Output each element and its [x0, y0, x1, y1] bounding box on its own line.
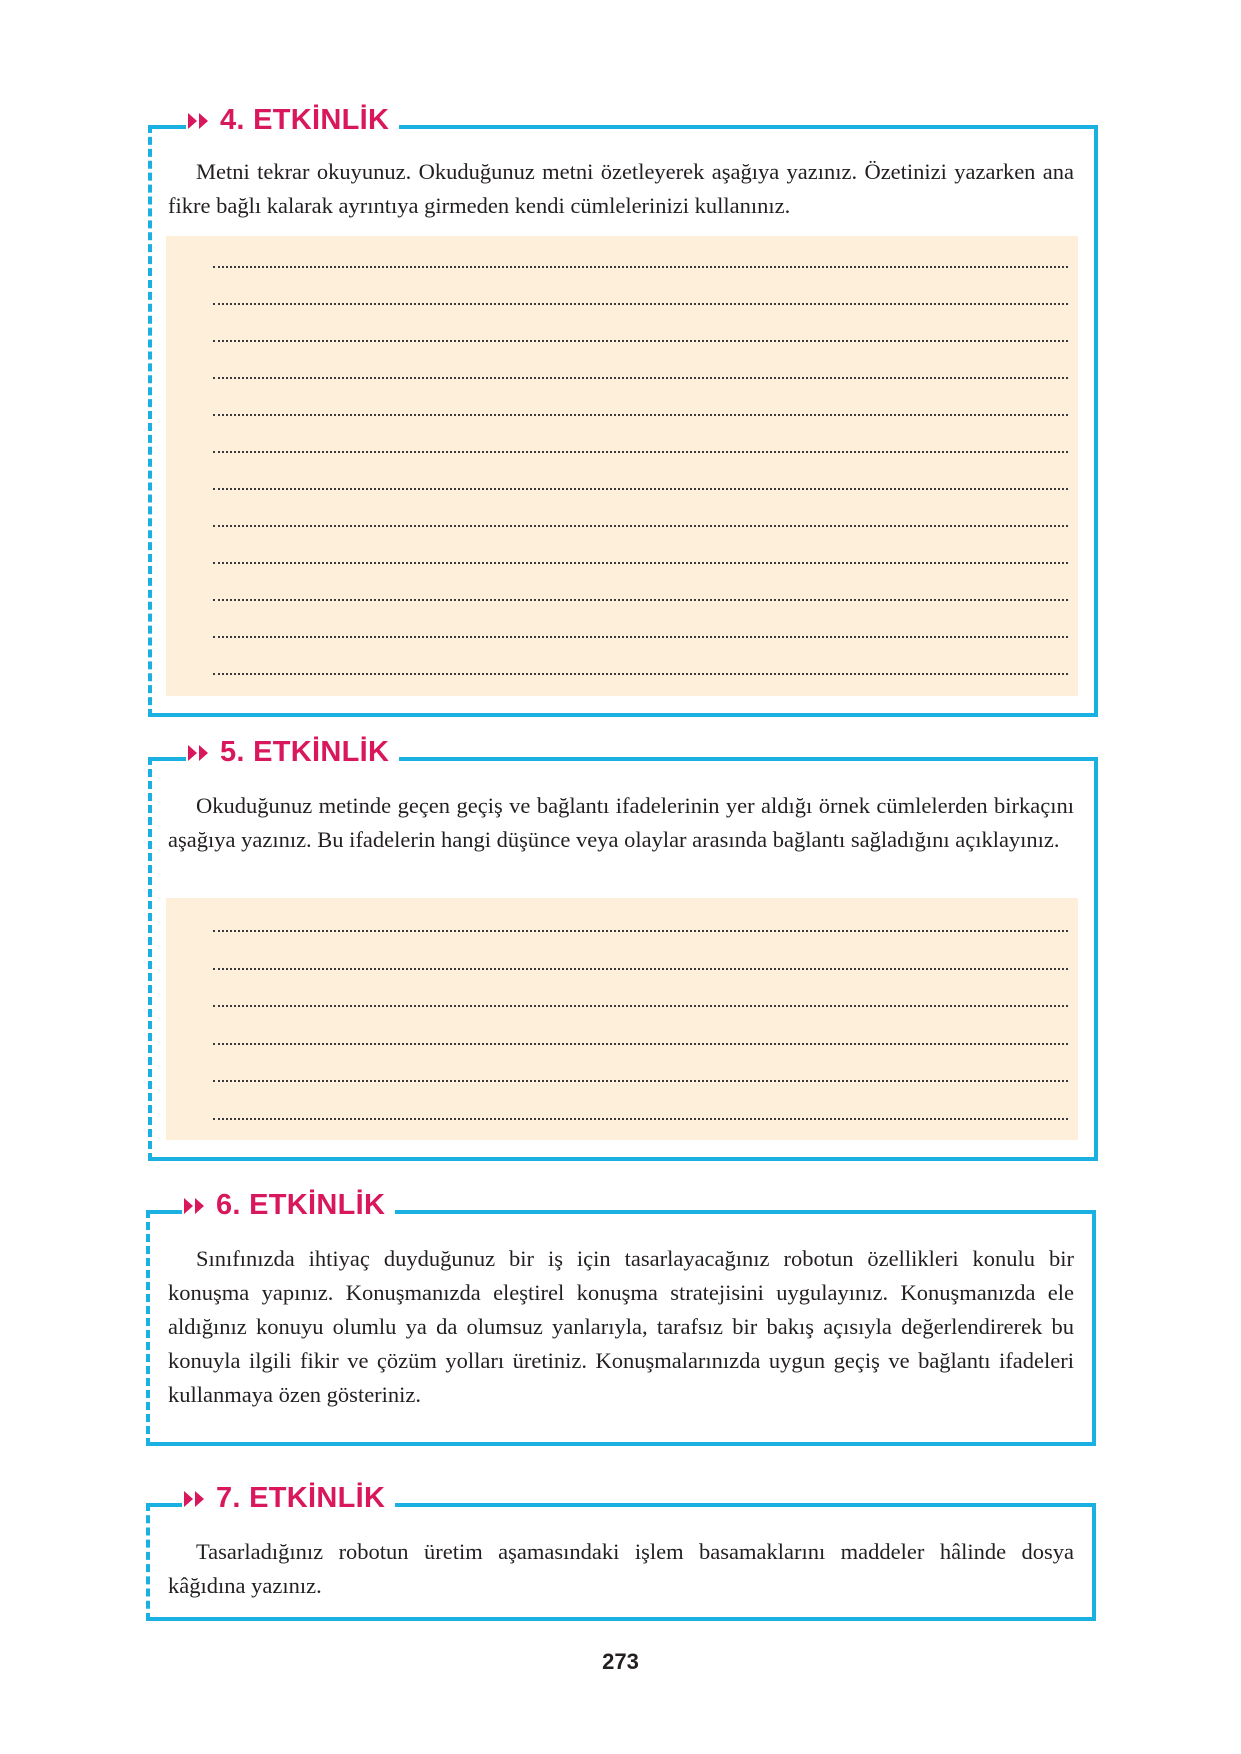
double-arrow-icon — [186, 743, 212, 763]
activity-4-bottom-dash — [150, 713, 270, 717]
writing-line[interactable] — [213, 488, 1068, 490]
activity-4-writing-area[interactable] — [166, 236, 1078, 696]
writing-line[interactable] — [213, 1080, 1068, 1082]
activity-5-instructions — [168, 789, 1074, 857]
writing-line[interactable] — [213, 1043, 1068, 1045]
activity-title: 6. ETKİNLİK — [216, 1189, 386, 1221]
writing-line[interactable] — [213, 1005, 1068, 1007]
activity-5-header — [186, 736, 399, 769]
activity-5-left-dash — [148, 757, 152, 1161]
instruction-text: Metni tekrar okuyunuz. Okuduğunuz metni özetleyerek aşağıya yazınız. Özetinizi yazarken ana fikre bağlı kalarak ayrıntıya girmeden kendi cümlelerinizi kullanınız. — [168, 159, 1074, 218]
activity-7-instructions — [168, 1535, 1074, 1603]
writing-line[interactable] — [213, 599, 1068, 601]
writing-line[interactable] — [213, 1118, 1068, 1120]
writing-line[interactable] — [213, 636, 1068, 638]
activity-6-header — [182, 1189, 395, 1222]
double-arrow-icon — [182, 1196, 208, 1216]
activity-5-bottom-dash — [150, 1157, 270, 1161]
writing-line[interactable] — [213, 377, 1068, 379]
activity-6-instructions — [168, 1242, 1074, 1412]
instruction-text: Sınıfınızda ihtiyaç duyduğunuz bir iş için tasarlayacağınız robotun özellikleri konulu bir konuşma yapınız. Konuşmanızda eleştirel konuşma stratejisini uygulayınız. Konuşmanızda ele aldığınız konuyu olumlu ya da olumsuz yanlarıyla, tarafsız bir bakış açısıyla değerlendirerek bu konuyla ilgili fikir ve çözüm yolları üretiniz. Konuşmalarınızda uygun geçiş ve bağlantı ifadeleri kullanmaya özen gösteriniz. — [168, 1246, 1074, 1407]
activity-title: 7. ETKİNLİK — [216, 1482, 386, 1514]
writing-line[interactable] — [213, 673, 1068, 675]
writing-line[interactable] — [213, 303, 1068, 305]
activity-5-writing-area[interactable] — [166, 898, 1078, 1140]
activity-7-bottom-dash — [148, 1617, 268, 1621]
activity-title: 4. ETKİNLİK — [220, 104, 390, 136]
double-arrow-icon — [182, 1489, 208, 1509]
activity-7-header — [182, 1482, 395, 1515]
page-number: 273 — [602, 1649, 639, 1674]
activity-4-top-dash — [150, 125, 190, 129]
double-arrow-icon — [186, 111, 212, 131]
activity-6-left-dash — [146, 1210, 150, 1446]
writing-line[interactable] — [213, 266, 1068, 268]
activity-4-header — [186, 104, 399, 137]
activity-4-left-dash — [148, 125, 152, 717]
instruction-text: Tasarladığınız robotun üretim aşamasındaki işlem basamaklarını maddeler hâlinde dosya kâğıdına yazınız. — [168, 1539, 1074, 1598]
writing-line[interactable] — [213, 414, 1068, 416]
writing-line[interactable] — [213, 451, 1068, 453]
writing-line[interactable] — [213, 562, 1068, 564]
activity-6-bottom-dash — [148, 1442, 268, 1446]
activity-title: 5. ETKİNLİK — [220, 736, 390, 768]
activity-5-top-dash — [150, 757, 190, 761]
activity-7-left-dash — [146, 1503, 150, 1621]
writing-line[interactable] — [213, 968, 1068, 970]
writing-line[interactable] — [213, 525, 1068, 527]
instruction-text: Okuduğunuz metinde geçen geçiş ve bağlantı ifadelerinin yer aldığı örnek cümlelerden birkaçını aşağıya yazınız. Bu ifadelerin hangi düşünce veya olaylar arasında bağlantı sağladığını açıklayınız. — [168, 793, 1074, 852]
writing-line[interactable] — [213, 930, 1068, 932]
writing-line[interactable] — [213, 340, 1068, 342]
activity-4-instructions — [168, 155, 1074, 223]
